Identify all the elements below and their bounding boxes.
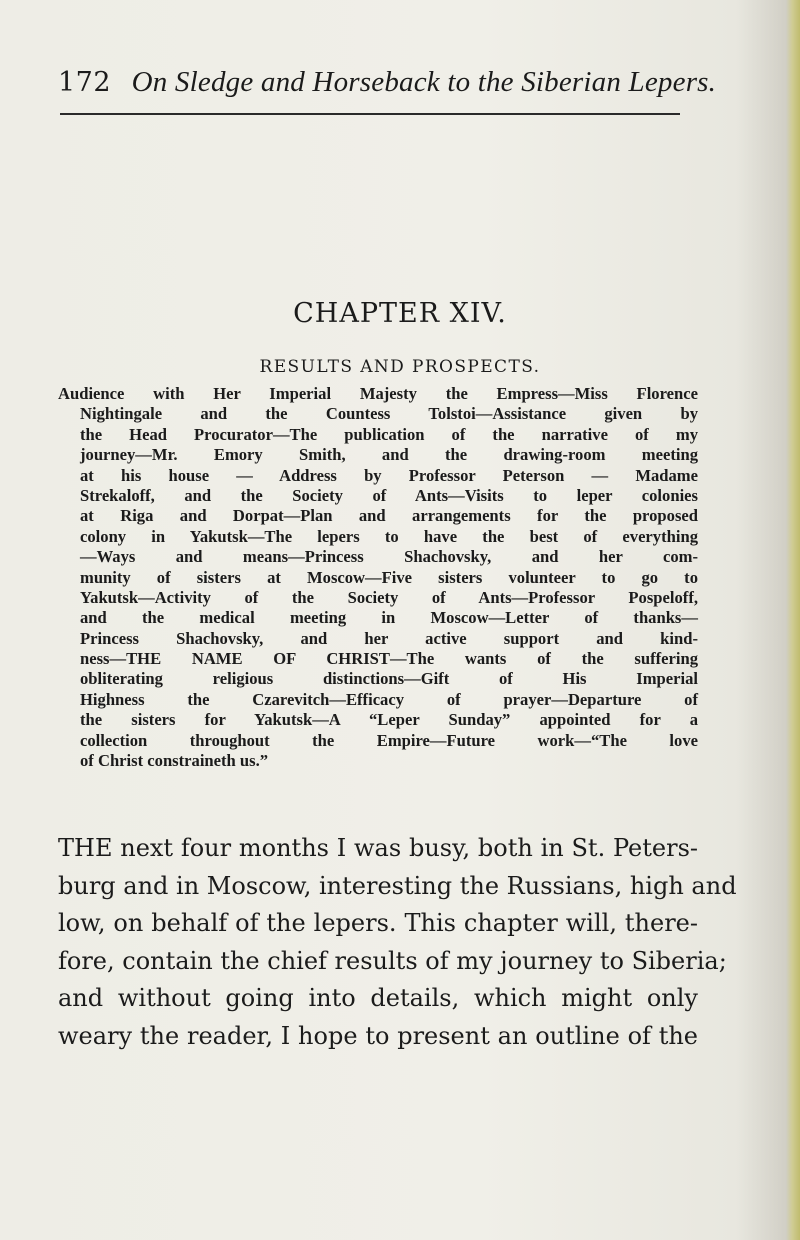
synopsis-line: Nightingale and the Countess Tolstoi—Assistance given by — [80, 404, 698, 424]
synopsis-line: collection throughout the Empire—Future work—“The love — [80, 730, 698, 750]
synopsis-line: the Head Procurator—The publication of the narrative of my — [80, 424, 698, 444]
synopsis-line: colony in Yakutsk—The lepers to have the best of everything — [80, 526, 698, 546]
synopsis-line: journey—Mr. Emory Smith, and the drawing-room meeting — [80, 445, 698, 465]
header-rule — [60, 113, 680, 115]
synopsis-line: —Ways and means—Princess Shachovsky, and her com- — [80, 547, 698, 567]
synopsis-line: of Christ constraineth us.” — [80, 751, 269, 771]
synopsis-line: obliterating religious distinctions—Gift of His Imperial — [80, 669, 698, 689]
body-line: burg and in Moscow, interesting the Russians, high and — [58, 871, 737, 900]
chapter-synopsis — [58, 384, 698, 771]
page-number: 172 — [58, 67, 112, 98]
synopsis-line: the sisters for Yakutsk—A “Leper Sunday” appointed for a — [80, 710, 698, 730]
chapter-heading: CHAPTER XIV. — [293, 298, 507, 329]
body-line: THE next four months I was busy, both in St. Peters- — [58, 834, 698, 862]
synopsis-line: Audience with Her Imperial Majesty the Empress—Miss Florence — [58, 384, 698, 403]
body-line: low, on behalf of the lepers. This chapter will, there- — [58, 909, 698, 937]
body-line: weary the reader, I hope to present an outline of the — [58, 1021, 698, 1050]
body-line: and without going into details, which might only — [58, 984, 698, 1012]
page-edge-shadow — [786, 0, 800, 1240]
synopsis-line: ness—THE NAME OF CHRIST—The wants of the suffering — [80, 649, 698, 669]
synopsis-line: munity of sisters at Moscow—Five sisters volunteer to go to — [80, 567, 698, 587]
chapter-subtitle: RESULTS AND PROSPECTS. — [259, 357, 541, 377]
synopsis-line: at his house — Address by Professor Peterson — Madame — [80, 465, 698, 485]
running-title: On Sledge and Horseback to the Siberian Lepers. — [131, 66, 717, 98]
body-paragraph — [58, 830, 737, 1055]
synopsis-line: at Riga and Dorpat—Plan and arrangements for the proposed — [80, 506, 698, 526]
synopsis-line: Strekaloff, and the Society of Ants—Visits to leper colonies — [80, 485, 698, 505]
synopsis-line: and the medical meeting in Moscow—Letter of thanks— — [80, 608, 698, 628]
synopsis-line: Yakutsk—Activity of the Society of Ants—Professor Pospeloff, — [80, 587, 698, 607]
synopsis-line: Highness the Czarevitch—Efficacy of prayer—Departure of — [80, 689, 698, 709]
running-head — [58, 66, 717, 110]
synopsis-line: Princess Shachovsky, and her active support and kind- — [80, 628, 698, 648]
body-line: fore, contain the chief results of my journey to Siberia; — [58, 946, 727, 975]
